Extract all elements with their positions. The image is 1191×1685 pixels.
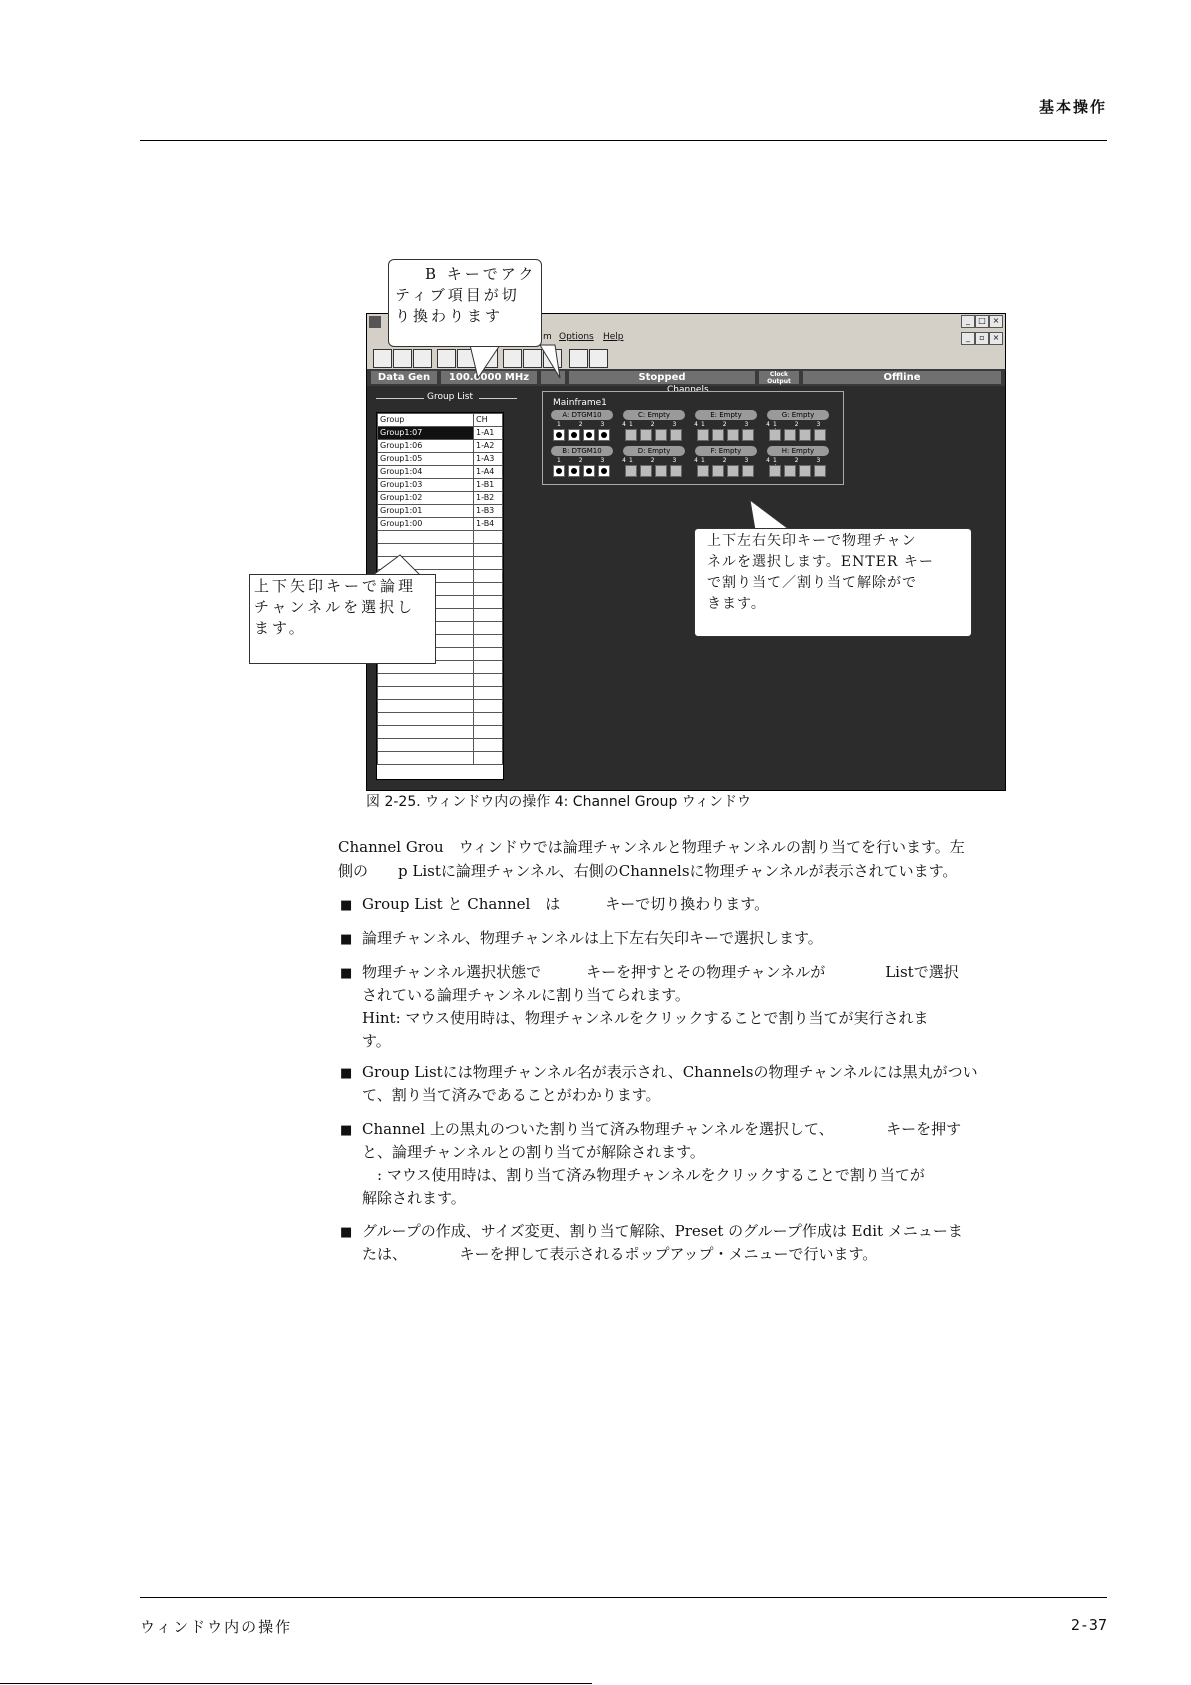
ch-cell[interactable]: 1-B1: [474, 479, 503, 492]
bullet-line: Hint: マウス使用時は、物理チャンネルをクリックすることで割り当てが実行されま: [362, 1009, 929, 1027]
group-cell[interactable]: Group1:05: [378, 453, 474, 466]
bullet-line: たは、 キーを押して表示されるポップアップ・メニューで行います。: [362, 1245, 878, 1263]
channels-title: Channels: [667, 385, 709, 395]
bullet-icon: ■: [340, 1066, 353, 1081]
run-state-field: Stopped: [569, 371, 755, 384]
slot-a-numbers: 1 2 3 4: [557, 421, 634, 428]
maximize-icon[interactable]: □: [975, 315, 989, 328]
callout-line: ティブ項目が切: [395, 286, 520, 304]
callout-line: ネルを選択します。ENTER キー: [707, 554, 934, 570]
frequency-field: 100.0000 MHz: [441, 371, 537, 384]
callout-line: B キーでアク: [425, 265, 537, 283]
bullet-icon: ■: [340, 1225, 353, 1240]
ch-cell[interactable]: 1-B3: [474, 505, 503, 518]
bullet-line: 論理チャンネル、物理チャンネルは上下左右矢印キーで選択します。: [362, 929, 823, 947]
footer-section: ウィンドウ内の操作: [140, 1618, 293, 1636]
menu-item-options[interactable]: Options: [559, 332, 594, 342]
mode-field: Data Gen: [371, 371, 437, 384]
group-cell[interactable]: Group1:01: [378, 505, 474, 518]
bullet-item: [362, 893, 1108, 916]
doc-restore-icon[interactable]: ▫: [975, 332, 989, 345]
ch-cell[interactable]: 1-A2: [474, 440, 503, 453]
close-icon[interactable]: ×: [989, 315, 1003, 328]
bullet-line: : マウス使用時は、割り当て済み物理チャンネルをクリックすることで割り当てが: [362, 1166, 925, 1184]
bullet-item: [362, 1220, 1108, 1266]
callout-active-item: [388, 259, 542, 347]
bullet-line: Group Listには物理チャンネル名が表示され、Channelsの物理チャンネルには黒丸がつい: [362, 1063, 978, 1081]
slot-e: E: Empty: [695, 410, 757, 420]
callout-line: で割り当て／割り当て解除がで: [707, 575, 917, 591]
doc-close-icon[interactable]: ×: [989, 332, 1003, 345]
bullet-icon: ■: [340, 966, 353, 981]
group-column-header: Group: [378, 414, 474, 427]
slot-a: A: DTGM10: [551, 410, 613, 420]
clock-output-field[interactable]: Clock Output: [759, 371, 799, 384]
callout-line: り換わります: [395, 307, 504, 325]
ch-column-header: CH: [474, 414, 503, 427]
callout-physical-channel: [694, 528, 972, 637]
slot-b: B: DTGM10: [551, 446, 613, 456]
ch-cell[interactable]: 1-A4: [474, 466, 503, 479]
bullet-line: グループの作成、サイズ変更、割り当て解除、Preset のグループ作成は Edit メニューま: [362, 1222, 963, 1240]
slot-g-numbers: 1 2 3: [773, 421, 829, 428]
bullet-line: Channel 上の黒丸のついた割り当て済み物理チャンネルを選択して、 キーを押す: [362, 1120, 962, 1138]
bullet-line: 物理チャンネル選択状態で キーを押すとその物理チャンネルが Listで選択: [362, 963, 959, 981]
group-cell[interactable]: Group1:00: [378, 518, 474, 531]
group-cell[interactable]: Group1:02: [378, 492, 474, 505]
slot-c: C: Empty: [623, 410, 685, 420]
slot-d: D: Empty: [623, 446, 685, 456]
callout-line: ます。: [254, 619, 307, 637]
slot-f: F: Empty: [695, 446, 757, 456]
slot-f-numbers: 1 2 3 4: [701, 457, 778, 464]
menu-item-help[interactable]: Help: [603, 332, 624, 342]
ch-cell[interactable]: 1-A1: [474, 427, 503, 440]
slot-h: H: Empty: [767, 446, 829, 456]
bottom-edge-line: [0, 1683, 592, 1684]
figure-caption: 図 2-25. ウィンドウ内の操作 4: Channel Group ウィンドウ: [366, 794, 751, 810]
bullet-item: [362, 961, 1108, 1053]
slot-b-numbers: 1 2 3 4: [557, 457, 634, 464]
group-cell[interactable]: Group1:06: [378, 440, 474, 453]
slot-h-numbers: 1 2 3: [773, 457, 829, 464]
callout-line: きます。: [707, 596, 766, 612]
footer-rule: [140, 1597, 1107, 1598]
online-state-field: Offline: [803, 371, 1001, 384]
slot-e-numbers: 1 2 3 4: [701, 421, 778, 428]
bullet-item: [362, 1118, 1108, 1210]
slot-d-numbers: 1 2 3 4: [629, 457, 706, 464]
bullet-line: されている論理チャンネルに割り当てられます。: [362, 986, 690, 1004]
doc-minimize-icon[interactable]: _: [961, 332, 975, 345]
group-cell[interactable]: Group1:03: [378, 479, 474, 492]
bullet-line: Group List と Channel は キーで切り換わります。: [362, 895, 770, 913]
callout-line: 上下左右矢印キーで物理チャン: [707, 533, 917, 549]
ch-cell[interactable]: 1-B4: [474, 518, 503, 531]
callout-line: チャンネルを選択し: [254, 598, 416, 616]
bullet-item: [362, 927, 1108, 950]
bullet-item: [362, 1061, 1108, 1107]
minimize-icon[interactable]: _: [961, 315, 975, 328]
intro-paragraph: [338, 835, 1106, 883]
bullet-icon: ■: [340, 898, 353, 913]
bullet-line: す。: [362, 1032, 391, 1050]
slot-c-numbers: 1 2 3 4: [629, 421, 706, 428]
callout-logical-channel: [249, 574, 436, 664]
bullet-line: て、割り当て済みであることがわかります。: [362, 1086, 661, 1104]
page-number: 2-37: [1070, 1616, 1107, 1634]
callout-line: 上下矢印キーで論理: [254, 577, 417, 595]
slot-g: G: Empty: [767, 410, 829, 420]
intro-line: 側の p Listに論理チャンネル、右側のChannelsに物理チャンネルが表示されています。: [338, 862, 958, 880]
bullet-icon: ■: [340, 1123, 353, 1138]
intro-line: Channel Grou ウィンドウでは論理チャンネルと物理チャンネルの割り当てを行います。左: [338, 838, 965, 856]
group-list-title: Group List: [427, 392, 473, 402]
ch-cell[interactable]: 1-A3: [474, 453, 503, 466]
bullet-line: と、論理チャンネルとの割り当てが解除されます。: [362, 1143, 705, 1161]
bullet-icon: ■: [340, 932, 353, 947]
menu-item-m[interactable]: m: [543, 332, 552, 342]
group-cell[interactable]: Group1:04: [378, 466, 474, 479]
group-cell[interactable]: Group1:07: [378, 427, 474, 440]
ch-cell[interactable]: 1-B2: [474, 492, 503, 505]
section-title: 基本操作: [1038, 98, 1107, 116]
bullet-line: 解除されます。: [362, 1189, 466, 1207]
mainframe-label: Mainframe1: [553, 398, 607, 408]
